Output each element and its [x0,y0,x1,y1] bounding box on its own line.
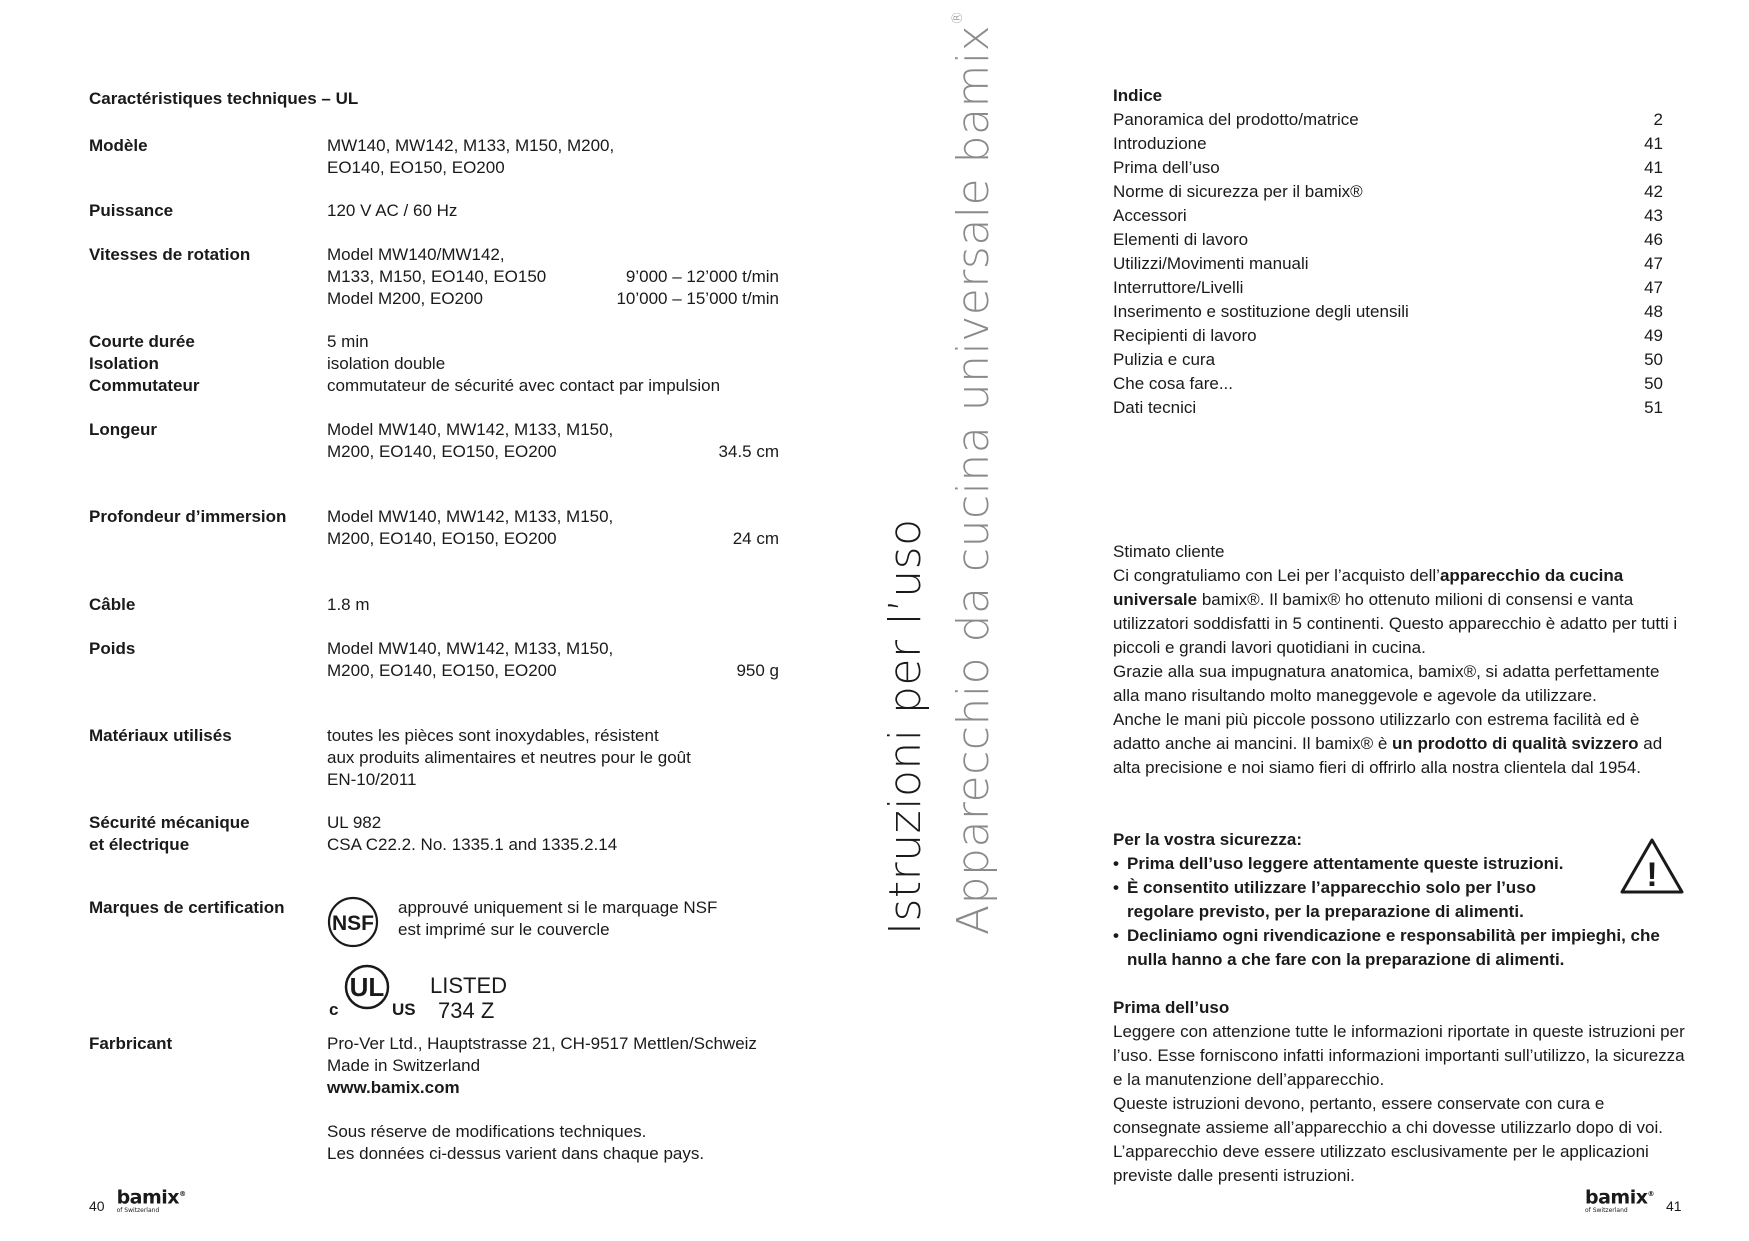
manufacturer-made-in: Made in Switzerland [327,1056,481,1075]
spec-value-line [327,725,779,747]
index-item [1113,108,1663,132]
spec-value-text: UL 982 [327,813,382,832]
index-title: Indice [1113,86,1163,105]
spec-value-text: M200, EO140, EO150, EO200 [327,529,557,548]
spec-label: Câble [89,595,136,614]
safety-item: • È consentito utilizzare l’apparecchio solo per l’uso regolare previsto, per la preparazione di alimenti. [1113,876,1607,924]
safety-list [1113,852,1660,972]
footer-left [89,1185,186,1214]
index-item-page: 43 [1644,206,1663,225]
index-item-page: 47 [1644,254,1663,273]
index-item [1113,348,1663,372]
spec-value-line [327,200,779,222]
manufacturer-label: Farbricant [89,1034,173,1053]
index-item-page: 47 [1644,278,1663,297]
intro-text-2: bamix®. Il bamix® ho ottenuto milioni di consensi e vanta utilizzatori soddisfatti in 5 continenti. Questo apparecchio è adatto per tutti i piccoli e grandi lavori quotidiani in cucina. [1113,590,1678,657]
spec-value-line [327,375,779,397]
index-item-page: 41 [1644,158,1663,177]
spec-value [327,834,779,856]
spec-value-right: 10’000 – 15’000 t/min [616,289,779,308]
note-line-1: Sous réserve de modifications techniques. [327,1122,647,1141]
index-item-label: Utilizzi/Movimenti manuali [1113,254,1309,273]
bamix-logo-right-name: bamix [1585,1186,1648,1209]
ul-listed-text: LISTED [430,973,508,998]
intro-paragraph-2: Grazie alla sua impugnatura anatomica, bamix®, si adatta perfettamente alla mano risultando molto maneggevole e agevole da utilizzare. [1113,662,1660,705]
spec-label: Commutateur [89,376,200,395]
spec-label: Profondeur d’immersion [89,507,287,526]
spec-value-line [327,157,779,179]
ul-number: 734 Z [438,998,495,1023]
index-item-label: Interruttore/Livelli [1113,278,1244,297]
vertical-title-line-2 [932,10,1000,935]
spec-value [327,353,779,375]
spec-value-text: M133, M150, EO140, EO150 [327,267,547,286]
spec-value [327,244,779,310]
spec-value [327,375,779,397]
intro-text-5: ad alta precisione e noi siamo fieri di offrirlo alla nostra clientela dal 1954. [1113,734,1663,777]
index-item-page: 50 [1644,374,1663,393]
spec-value [327,594,779,616]
spec-value-text: Model MW140/MW142, [327,245,505,264]
spec-label: Isolation [89,354,159,373]
spec-value-line [327,506,779,528]
spec-value-line [327,441,779,463]
vertical-title-line-1: Istruzioni per l’uso [880,518,931,935]
spec-value-text: M200, EO140, EO150, EO200 [327,661,557,680]
spec-value-line [327,288,779,310]
safety-section [1113,828,1660,972]
before-use-section [1113,996,1685,1188]
spec-value-text: toutes les pièces sont inoxydables, résistent [327,726,659,745]
index-item-label: Panoramica del prodotto/matrice [1113,110,1359,129]
index-item-page: 51 [1644,398,1663,417]
intro-bold-1: apparecchio da cucina universale [1113,566,1624,609]
note-line-2: Les données ci-dessus varient dans chaque pays. [327,1144,705,1163]
spec-value-text: M200, EO140, EO150, EO200 [327,442,557,461]
safety-title: Per la vostra sicurezza: [1113,830,1302,849]
bamix-logo-left [117,1185,186,1214]
index-item-label: Introduzione [1113,134,1207,153]
before-use-title: Prima dell’uso [1113,998,1230,1017]
spec-value-line [327,812,779,834]
spec-value [327,725,779,791]
spec-label: Courte durée [89,332,195,351]
bamix-logo-right [1585,1185,1654,1214]
index-item-page: 49 [1644,326,1663,345]
index-item [1113,300,1663,324]
before-use-paragraph-2: Queste istruzioni devono, pertanto, essere conservate con cura e consegnate assieme all’apparecchio a chi dovesse utilizzarlo dopo di voi. L’apparecchio deve essere utilizzato esclusivamente per le applicazioni previste dalle presenti istruzioni. [1113,1094,1663,1185]
spec-value-line [327,135,779,157]
spec-value-text: EN-10/2011 [327,770,417,789]
intro-text-4: Anche le mani più piccole possono utilizzarlo con estrema facilità ed è adatto anche ai mancini. Il bamix® è [1113,710,1640,753]
spec-value [327,638,779,682]
spec-value [327,135,779,179]
certification-label: Marques de certification [89,898,285,917]
index-item [1113,372,1663,396]
bamix-logo-left-name: bamix [116,1186,180,1209]
index-item-page: 48 [1644,302,1663,321]
index-item-label: Norme di sicurezza per il bamix® [1113,182,1363,201]
ul-logo-c: c [329,1000,339,1019]
spec-value-text: Model M200, EO200 [327,289,483,308]
index-item [1113,276,1663,300]
nsf-text [398,897,717,941]
page-number-right: 41 [1666,1198,1682,1215]
index-item-page: 41 [1644,134,1663,153]
index-item [1113,204,1663,228]
spec-value-line [327,244,779,266]
index-section [1113,84,1663,420]
index-item-label: Prima dell’uso [1113,158,1220,177]
manufacturer-address: Pro-Ver Ltd., Hauptstrasse 21, CH-9517 Mettlen/Schweiz [327,1034,757,1053]
intro-paragraph-3 [1113,708,1685,780]
bamix-logo-left-sub: of Switzerland [116,1207,160,1215]
spec-label: Modèle [89,136,148,155]
spec-label: Sécurité mécanique [89,813,250,832]
vertical-title-line-2-text: Apparecchio da cucina universale bamix [948,24,999,935]
intro-bold-2: un prodotto di qualità svizzero [1392,734,1639,753]
spec-value-line [327,660,779,682]
index-item [1113,132,1663,156]
intro-paragraph-1 [1113,564,1685,660]
spec-label: et électrique [89,835,190,854]
spec-value-text: MW140, MW142, M133, M150, M200, [327,136,615,155]
spec-value-right: 34.5 cm [718,442,779,461]
spec-value-right: 24 cm [732,529,779,548]
index-item [1113,324,1663,348]
spec-value-line [327,331,779,353]
spec-value-text: CSA C22.2. No. 1335.1 and 1335.2.14 [327,835,618,854]
ul-listed [430,973,507,1023]
spec-label: Poids [89,639,136,658]
spec-value-text: Model MW140, MW142, M133, M150, [327,420,614,439]
spec-value [327,331,779,353]
page-number-left: 40 [89,1198,105,1215]
index-item-label: Recipienti di lavoro [1113,326,1257,345]
index-item [1113,180,1663,204]
index-item [1113,228,1663,252]
nsf-text-line-1: approuvé uniquement si le marquage NSF [398,898,718,917]
ul-logo-us: US [392,1000,416,1019]
bamix-logo-right-reg: ® [1647,1190,1654,1198]
index-item-label: Accessori [1113,206,1187,225]
spec-value-line [327,353,779,375]
spec-value-text: EO140, EO150, EO200 [327,158,505,177]
intro-text-1: Ci congratuliamo con Lei per l’acquisto dell’ [1113,566,1440,585]
warning-icon-glyph: ! [1646,856,1658,894]
spec-value-text: aux produits alimentaires et neutres pour le goût [327,748,691,767]
index-item-label: Che cosa fare... [1113,374,1234,393]
spec-value [327,506,779,550]
spec-value-right: 9’000 – 12’000 t/min [625,267,779,286]
safety-item: • Prima dell’uso leggere attentamente queste istruzioni. [1113,852,1647,876]
spec-label: Vitesses de rotation [89,245,251,264]
spec-value-line [327,769,779,791]
bamix-logo-left-reg: ® [179,1190,186,1198]
intro-section [1113,540,1685,780]
spec-title: Caractéristiques techniques – UL [89,89,359,108]
spec-value-text: 1.8 m [327,595,370,614]
spec-value-line [327,266,779,288]
spec-value-line [327,834,779,856]
footer-right [1585,1185,1682,1214]
bamix-logo-right-sub: of Switzerland [1585,1207,1628,1215]
warning-icon [1618,836,1686,901]
spec-value-right: 950 g [736,661,779,680]
spec-value-text: Model MW140, MW142, M133, M150, [327,507,614,526]
spec-value-text: 120 V AC / 60 Hz [327,201,458,220]
vertical-title [880,10,1000,935]
spec-value-line [327,528,779,550]
greeting: Stimato cliente [1113,542,1225,561]
nsf-logo-text: NSF [332,912,374,935]
spec-value-line [327,638,779,660]
manufacturer-website[interactable]: www.bamix.com [327,1078,460,1097]
spec-value-line [327,594,779,616]
spec-value-line [327,419,779,441]
index-item [1113,396,1663,420]
spec-value-text: isolation double [327,354,446,373]
index-item-page: 46 [1644,230,1663,249]
ul-logo-text: UL [349,972,385,1002]
index-item-page: 50 [1644,350,1663,369]
spec-value-text: 5 min [327,332,369,351]
spec-label: Longeur [89,420,157,439]
nsf-text-line-2: est imprimé sur le couvercle [398,920,610,939]
index-item-label: Inserimento e sostituzione degli utensili [1113,302,1409,321]
index-item-label: Elementi di lavoro [1113,230,1249,249]
spec-value [327,812,779,834]
index-item-label: Pulizia e cura [1113,350,1216,369]
index-item [1113,156,1663,180]
spec-value-text: Model MW140, MW142, M133, M150, [327,639,614,658]
spec-value-text: commutateur de sécurité avec contact par impulsion [327,376,721,395]
spec-value [327,419,779,463]
index-item-label: Dati tecnici [1113,398,1197,417]
index-item [1113,252,1663,276]
nsf-logo [326,895,380,954]
index-item-page: 42 [1644,182,1663,201]
safety-item: • Decliniamo ogni rivendicazione e responsabilità per impieghi, che nulla hanno a che fare con la preparazione di alimenti. [1113,924,1699,972]
spec-label: Puissance [89,201,174,220]
ul-logo [322,960,422,1025]
notes [327,1121,704,1165]
spec-value [327,200,779,222]
index-list [1113,108,1663,420]
spec-value-line [327,747,779,769]
vertical-title-reg: ® [950,10,966,25]
before-use-paragraph-1: Leggere con attenzione tutte le informazioni riportate in queste istruzioni per l’uso. Esse forniscono infatti informazioni importanti sull’utilizzo, la sicurezza e la manutenzione dell’apparecchio. [1113,1022,1685,1089]
spec-label: Matériaux utilisés [89,726,232,745]
index-item-page: 2 [1653,110,1663,129]
